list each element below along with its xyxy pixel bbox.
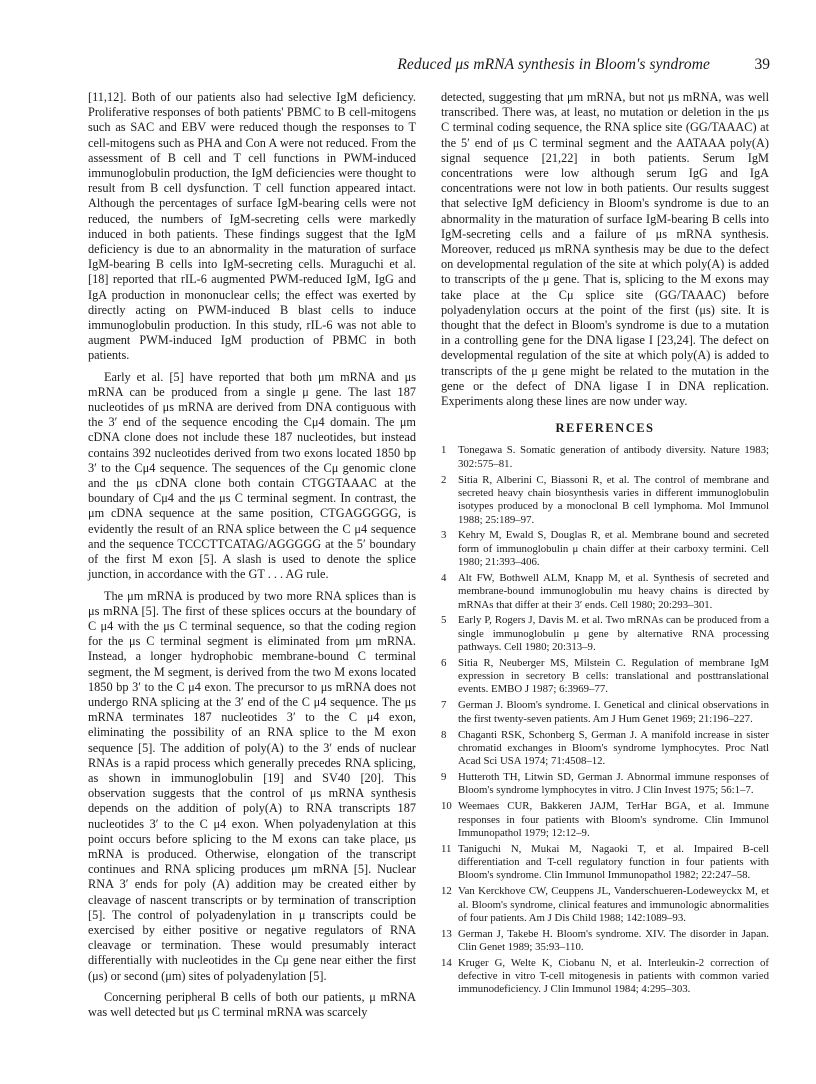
running-title: Reduced μs mRNA synthesis in Bloom's syndrome bbox=[397, 56, 710, 73]
reference-text: Alt FW, Bothwell ALM, Knapp M, et al. Synthesis of secreted and membrane-bound immunoglobulin mu heavy chains is directed by mRNAs that differ at their 3′ ends. Cell 1980; 20:293–301. bbox=[458, 571, 769, 611]
reference-text: Early P, Rogers J, Davis M. et al. Two mRNAs can be produced from a single immunoglobulin μ gene by alternative RNA processing pathways. Cell 1980; 20:313–9. bbox=[458, 614, 769, 653]
reference-number: 7 bbox=[441, 699, 447, 712]
reference-text: German J, Takebe H. Bloom's syndrome. XIV. The disorder in Japan. Clin Genet 1989; 35:93–110. bbox=[458, 927, 769, 953]
reference-text: Kruger G, Welte K, Ciobanu N, et al. Interleukin-2 correction of defective in vitro T-cell mitogenesis in patients with common varied immunodeficiency. J Clin Immunol 1984; 4:295–303. bbox=[458, 956, 769, 996]
references-heading: REFERENCES bbox=[555, 421, 655, 436]
body-paragraph: Concerning peripheral B cells of both our patients, μ mRNA was well detected but μs C terminal mRNA was scarcely bbox=[88, 989, 416, 1019]
reference-text: Weemaes CUR, Bakkeren JAJM, TerHar BGA, et al. Immune responses in four patients with Bloom's syndrome. Clin Immunol Immunopathol 1979; 12:12–9. bbox=[458, 800, 769, 839]
reference-text: Chaganti RSK, Schonberg S, German J. A manifold increase in sister chromatid exchanges in Bloom's syndrome lymphocytes. Proc Natl Acad Sci USA 1974; 71:4508–12. bbox=[458, 728, 769, 768]
body-paragraph: detected, suggesting that μm mRNA, but not μs mRNA, was well transcribed. There was, at least, no mutation or deletion in the μs C terminal coding sequence, the RNA splice site (GG/TAAAC) at the 5′ end of μs C terminal segment and the AATAAA poly(A) signal sequence [21,22] in both patients. Serum IgM concentrations were low although serum IgG and IgA concentrations were not low in both patients. Our results suggest that selective IgM deficiency in Bloom's syndrome is due to an abnormality in the maturation of surface IgM-bearing B cells into IgM-secreting cells and a failure of μs mRNA synthesis. Moreover, reduced μs mRNA synthesis may be due to the defect on developmental regulation of the site at which poly(A) is added to transcripts of the μ gene. That is, splicing to the M exons may take place at the Cμ splice site (GG/TAAAC) before polyadenylation occurs at the point of the first (μs) site. It is thought that the defect in Bloom's syndrome is due to a mutation in a controlling gene for the DNA ligase I [23,24]. The defect on developmental regulation of the site at which poly(A) is added to transcripts of the μ gene might be related to the mutation in the gene or the defect of DNA ligase I in DNA replication. Experiments along these lines are now under way. bbox=[441, 90, 769, 409]
right-column bbox=[441, 90, 769, 999]
page-number: 39 bbox=[754, 56, 770, 73]
reference-item bbox=[441, 657, 769, 697]
reference-number: 8 bbox=[441, 728, 447, 741]
reference-text: Sitia R, Neuberger MS, Milstein C. Regulation of membrane IgM expression in secretory B cells: translational and posttranslational events. EMBO J 1987; 6:3969–77. bbox=[458, 656, 769, 696]
reference-number: 13 bbox=[441, 927, 452, 940]
reference-item bbox=[441, 699, 769, 726]
reference-number: 5 bbox=[441, 614, 447, 627]
reference-number: 11 bbox=[441, 842, 452, 855]
reference-text: Kehry M, Ewald S, Douglas R, et al. Membrane bound and secreted form of immunoglobulin μ chain differ at their carboxy termini. Cell 1980; 21:393–406. bbox=[458, 529, 769, 569]
reference-item bbox=[441, 771, 769, 798]
left-column bbox=[88, 90, 416, 1026]
reference-item bbox=[441, 444, 769, 471]
reference-item bbox=[441, 843, 769, 883]
reference-item bbox=[441, 474, 769, 527]
reference-item bbox=[441, 885, 769, 925]
reference-number: 6 bbox=[441, 656, 447, 669]
reference-item bbox=[441, 729, 769, 769]
reference-text: Tonegawa S. Somatic generation of antibody diversity. Nature 1983; 302:575–81. bbox=[458, 444, 769, 470]
reference-item bbox=[441, 529, 769, 569]
reference-text: Van Kerckhove CW, Ceuppens JL, Vanderschueren-Lodeweyckx M, et al. Bloom's syndrome, clinical features and immunologic abnormalities of four patients. Am J Dis Child 1988; 142:1089–93. bbox=[458, 885, 769, 924]
reference-item bbox=[441, 614, 769, 654]
reference-text: Taniguchi N, Mukai M, Nagaoki T, et al. Impaired B-cell differentiation and T-cell regulatory function in four patients with Bloom's syndrome. Clin Immunol Immunopathol 1982; 22:247–58. bbox=[458, 842, 769, 882]
reference-item bbox=[441, 800, 769, 840]
reference-number: 12 bbox=[441, 885, 452, 898]
reference-number: 3 bbox=[441, 529, 447, 542]
reference-text: Hutteroth TH, Litwin SD, German J. Abnormal immune responses of Bloom's syndrome lymphocytes in vitro. J Clin Invest 1975; 56:1–7. bbox=[458, 771, 769, 797]
reference-number: 14 bbox=[441, 956, 452, 969]
body-paragraph: Early et al. [5] have reported that both μm mRNA and μs mRNA can be produced from a single μ gene. The last 187 nucleotides of μs mRNA are derived from DNA contiguous with the 3′ end of the sequence encoding the Cμ4 domain. The μm cDNA clone does not include these 187 nucleotides, but instead contains 392 nucleotides derived from two exons located 1850 bp 3′ to the Cμ4 sequence. The sequences of the Cμ genomic clone and the μs cDNA clone both contain CTGGTAAAC at the boundary of Cμ4 and the μs C terminal segment. In contrast, the μm cDNA sequence at the same position, CTGAGGGGG, is evidently the result of an RNA splice between the C μ4 sequence and the sequence TCCCTTCATAG/AGGGGG at the 5′ boundary of the first M exon [5]. A slash is used to denote the splice junction, in accordance with the GT . . . AG rule. bbox=[88, 369, 416, 582]
reference-number: 10 bbox=[441, 800, 452, 813]
reference-item bbox=[441, 928, 769, 955]
reference-number: 4 bbox=[441, 571, 447, 584]
reference-text: Sitia R, Alberini C, Biassoni R, et al. The control of membrane and secreted heavy chain biosynthesis varies in different immunoglobulin isotypes produced by a monoclonal B cell lymphoma. Mol Immunol 1988; 25:189–97. bbox=[458, 473, 769, 526]
reference-number: 1 bbox=[441, 444, 447, 457]
reference-item bbox=[441, 957, 769, 997]
body-paragraph: The μm mRNA is produced by two more RNA splices than is μs mRNA [5]. The first of these splices occurs at the boundary of C μ4 with the μs C terminal sequence, so that the coding region for the μs C terminal segment is eliminated from μm mRNA. Instead, a longer hydrophobic membrane-bound C terminal segment, the M segment, is derived from the two M exons located 1850 bp 3′ to the C μ4 exon. The precursor to μs mRNA does not undergo RNA splicing at the 3′ end of the C μ4 sequence. The μs mRNA terminates 187 nucleotides 3′ to the C μ4 exon, eliminating the possibility of an RNA splice to the M exon sequence [5]. The addition of poly(A) to the 3′ ends of nuclear RNAs is a rapid process which generally precedes RNA splicing, as shown in immunoglobulin [19] and SV40 [20]. This observation suggests that the control of μs mRNA synthesis depends on the addition of poly(A) to RNA transcripts 187 nucleotides 3′ to the C μ4 exon. When polyadenylation at this point occurs before splicing to the M exons can take place, μs mRNA is produced. Otherwise, elongation of the transcript continues and RNA splicing produces μm mRNA [5]. Nuclear RNA 3′ ends for poly (A) addition may be created either by cleavage of nascent transcripts or by termination of transcription [5]. The control of polyadenylation in μ transcripts could be exercised by either positive or negative regulators of RNA cleavage or termination. These would presumably interact differentially with nucleotides in the Cμ gene near either the first (μs) or second (μm) sites of polyadenylation [5]. bbox=[88, 588, 416, 983]
reference-number: 2 bbox=[441, 473, 447, 486]
reference-list bbox=[441, 444, 769, 996]
body-paragraph: [11,12]. Both of our patients also had selective IgM deficiency. Proliferative responses of both patients' PBMC to B cell-mitogens such as SAC and EBV were reduced though the responses to T cell-mitogens such as PHA and Con A were not reduced. From the assessment of B cell and T cell functions in PWM-induced immunoglobulin production, the IgM deficiencies were thought to result from B cell dysfunction. T cell function appeared intact. Although the percentages of surface IgM-bearing cells were not reduced, the numbers of IgM-secreting cells were markedly induced in both patients. These findings suggest that the IgM deficiency is due to an abnormality in the maturation of surface IgM-bearing B cells into IgM-secreting cells. Muraguchi et al. [18] reported that rIL-6 augmented PWM-reduced IgM, IgG and IgA production in mononuclear cells; the effect was exerted by directly acting on PWM-induced B blast cells to induce immunoglobulin production. In this study, rIL-6 was not able to augment PWM-induced IgM production of PBMC in both patients. bbox=[88, 90, 416, 363]
reference-number: 9 bbox=[441, 771, 447, 784]
reference-item bbox=[441, 572, 769, 612]
reference-text: German J. Bloom's syndrome. I. Genetical and clinical observations in the first twenty-seven patients. Am J Hum Genet 1969; 21:196–227. bbox=[458, 699, 769, 725]
running-header bbox=[88, 56, 770, 80]
